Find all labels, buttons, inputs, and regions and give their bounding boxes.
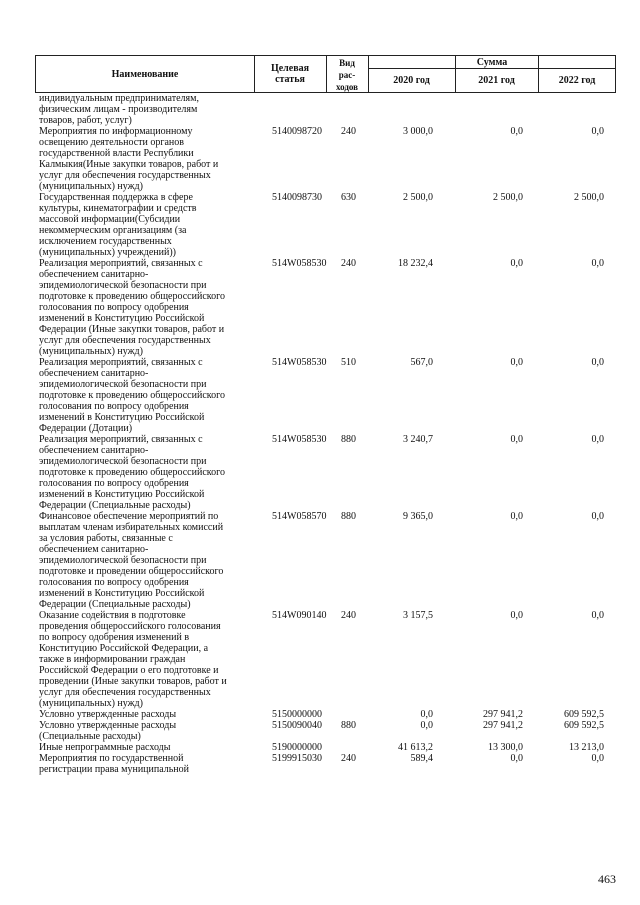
row-sum-2020: 41 613,2 — [398, 742, 433, 753]
row-sum-2020: 589,4 — [410, 753, 433, 764]
row-sum-2021: 297 941,2 — [483, 709, 523, 720]
row-sum-2022: 2 500,0 — [574, 192, 604, 203]
row-sum-2021: 0,0 — [510, 258, 523, 269]
row-sum-2020: 3 240,7 — [403, 434, 433, 445]
row-target-article: 514W058530 — [272, 357, 327, 368]
row-target-article: 5140098720 — [272, 126, 322, 137]
row-sum-2021: 0,0 — [510, 126, 523, 137]
row-sum-2021: 0,0 — [510, 610, 523, 621]
row-sum-2022: 609 592,5 — [564, 720, 604, 731]
row-expense-type: 880 — [341, 434, 356, 445]
header-2022: 2022 год — [558, 75, 596, 86]
row-sum-2020: 3 157,5 — [403, 610, 433, 621]
header-sum: Сумма — [476, 57, 508, 68]
table-header — [35, 55, 616, 93]
header-2021: 2021 год — [478, 75, 515, 86]
row-sum-2021: 297 941,2 — [483, 720, 523, 731]
table-row — [0, 753, 640, 775]
table-body — [0, 93, 640, 775]
table-row — [0, 720, 640, 742]
table-row — [0, 434, 640, 511]
row-sum-2021: 0,0 — [510, 753, 523, 764]
table-row — [0, 709, 640, 720]
table-row — [0, 258, 640, 357]
row-name: Реализация мероприятий, связанных с обеспечением санитарно- эпидемиологической безопасности при подготовке к проведению общероссийского голосования по вопросу одобрения изменений в Конституцию Российской Федерации (Дотации) — [39, 357, 225, 434]
row-name: индивидуальным предпринимателям, физическим лицам - производителям товаров, работ, услуг) — [39, 93, 199, 126]
row-target-article: 514W058570 — [272, 511, 327, 522]
row-sum-2022: 0,0 — [591, 610, 604, 621]
row-sum-2022: 13 213,0 — [569, 742, 604, 753]
row-expense-type: 880 — [341, 511, 356, 522]
row-sum-2022: 0,0 — [591, 126, 604, 137]
row-sum-2021: 0,0 — [510, 434, 523, 445]
row-target-article: 514W058530 — [272, 258, 327, 269]
row-name: Оказание содействия в подготовке проведения общероссийского голосования по вопросу одобрения изменений в Конституцию Российской Федерации, а также в информировании граждан Российской Федерации о его подготовке и проведении (Иные закупки товаров, работ и услуг для обеспечения государственных (муниципальных) нужд) — [39, 610, 227, 709]
row-name: Иные непрограммные расходы — [39, 742, 171, 753]
row-name: Реализация мероприятий, связанных с обеспечением санитарно- эпидемиологической безопасности при подготовке к проведению общероссийского голосования по вопросу одобрения изменений в Конституцию Российской Федерации (Иные закупки товаров, работ и услуг для обеспечения государственных (муниципальных) нужд) — [39, 258, 225, 357]
row-sum-2020: 3 000,0 — [403, 126, 433, 137]
row-sum-2021: 2 500,0 — [493, 192, 523, 203]
row-sum-2021: 0,0 — [510, 511, 523, 522]
row-sum-2021: 0,0 — [510, 357, 523, 368]
row-expense-type: 880 — [341, 720, 356, 731]
row-sum-2022: 0,0 — [591, 357, 604, 368]
row-sum-2020: 567,0 — [410, 357, 433, 368]
header-name: Наименование — [111, 69, 179, 80]
row-sum-2020: 2 500,0 — [403, 192, 433, 203]
row-sum-2020: 0,0 — [420, 720, 433, 731]
row-expense-type: 240 — [341, 610, 356, 621]
row-name: Мероприятия по информационному освещению деятельности органов государственной власти Республики Калмыкия(Иные закупки товаров, работ и услуг для обеспечения государственных (муниципальных) нужд) — [39, 126, 219, 192]
row-target-article: 514W058530 — [272, 434, 327, 445]
header-target-article: Целевая статья — [270, 63, 310, 85]
row-name: Финансовое обеспечение мероприятий по выплатам членам избирательных комиссий за условия работы, связанные с обеспечением санитарно- эпидемиологической безопасности при подготовке и проведении общероссийского голосования по вопросу одобрения изменений в Конституцию Российской Федерации (Специальные расходы) — [39, 511, 224, 610]
table-row — [0, 610, 640, 709]
row-sum-2022: 0,0 — [591, 434, 604, 445]
header-2020: 2020 год — [393, 75, 430, 86]
table-row — [0, 357, 640, 434]
table-row — [0, 192, 640, 258]
row-name: Государственная поддержка в сфере культуры, кинематографии и средств массовой информации(Субсидии некоммерческим организациям (за исключением государственных (муниципальных) учреждений)) — [39, 192, 197, 258]
header-subdivider — [368, 68, 615, 69]
row-target-article: 5150090040 — [272, 720, 322, 731]
row-sum-2020: 0,0 — [420, 709, 433, 720]
table-row — [0, 93, 640, 126]
row-sum-2022: 0,0 — [591, 258, 604, 269]
row-name: Условно утвержденные расходы — [39, 709, 177, 720]
row-expense-type: 240 — [341, 753, 356, 764]
row-expense-type: 240 — [341, 258, 356, 269]
row-sum-2020: 18 232,4 — [398, 258, 433, 269]
row-expense-type: 510 — [341, 357, 356, 368]
row-name: Условно утвержденные расходы (Специальные расходы) — [39, 720, 177, 742]
table-row — [0, 126, 640, 192]
row-sum-2022: 0,0 — [591, 511, 604, 522]
row-target-article: 5199915030 — [272, 753, 322, 764]
row-sum-2020: 9 365,0 — [403, 511, 433, 522]
row-target-article: 514W090140 — [272, 610, 327, 621]
row-sum-2022: 0,0 — [591, 753, 604, 764]
header-expense-type: Вид рас- ходов — [335, 58, 359, 92]
row-name: Реализация мероприятий, связанных с обеспечением санитарно- эпидемиологической безопасности при подготовке к проведению общероссийского голосования по вопросу одобрения изменений в Конституцию Российской Федерации (Специальные расходы) — [39, 434, 225, 511]
row-sum-2022: 609 592,5 — [564, 709, 604, 720]
row-expense-type: 630 — [341, 192, 356, 203]
row-target-article: 5140098730 — [272, 192, 322, 203]
page-number: 463 — [598, 872, 616, 886]
row-sum-2021: 13 300,0 — [488, 742, 523, 753]
table-row — [0, 511, 640, 610]
row-name: Мероприятия по государственной регистрации права муниципальной — [39, 753, 189, 775]
row-target-article: 5150000000 — [272, 709, 322, 720]
row-target-article: 5190000000 — [272, 742, 322, 753]
table-row — [0, 742, 640, 753]
row-expense-type: 240 — [341, 126, 356, 137]
